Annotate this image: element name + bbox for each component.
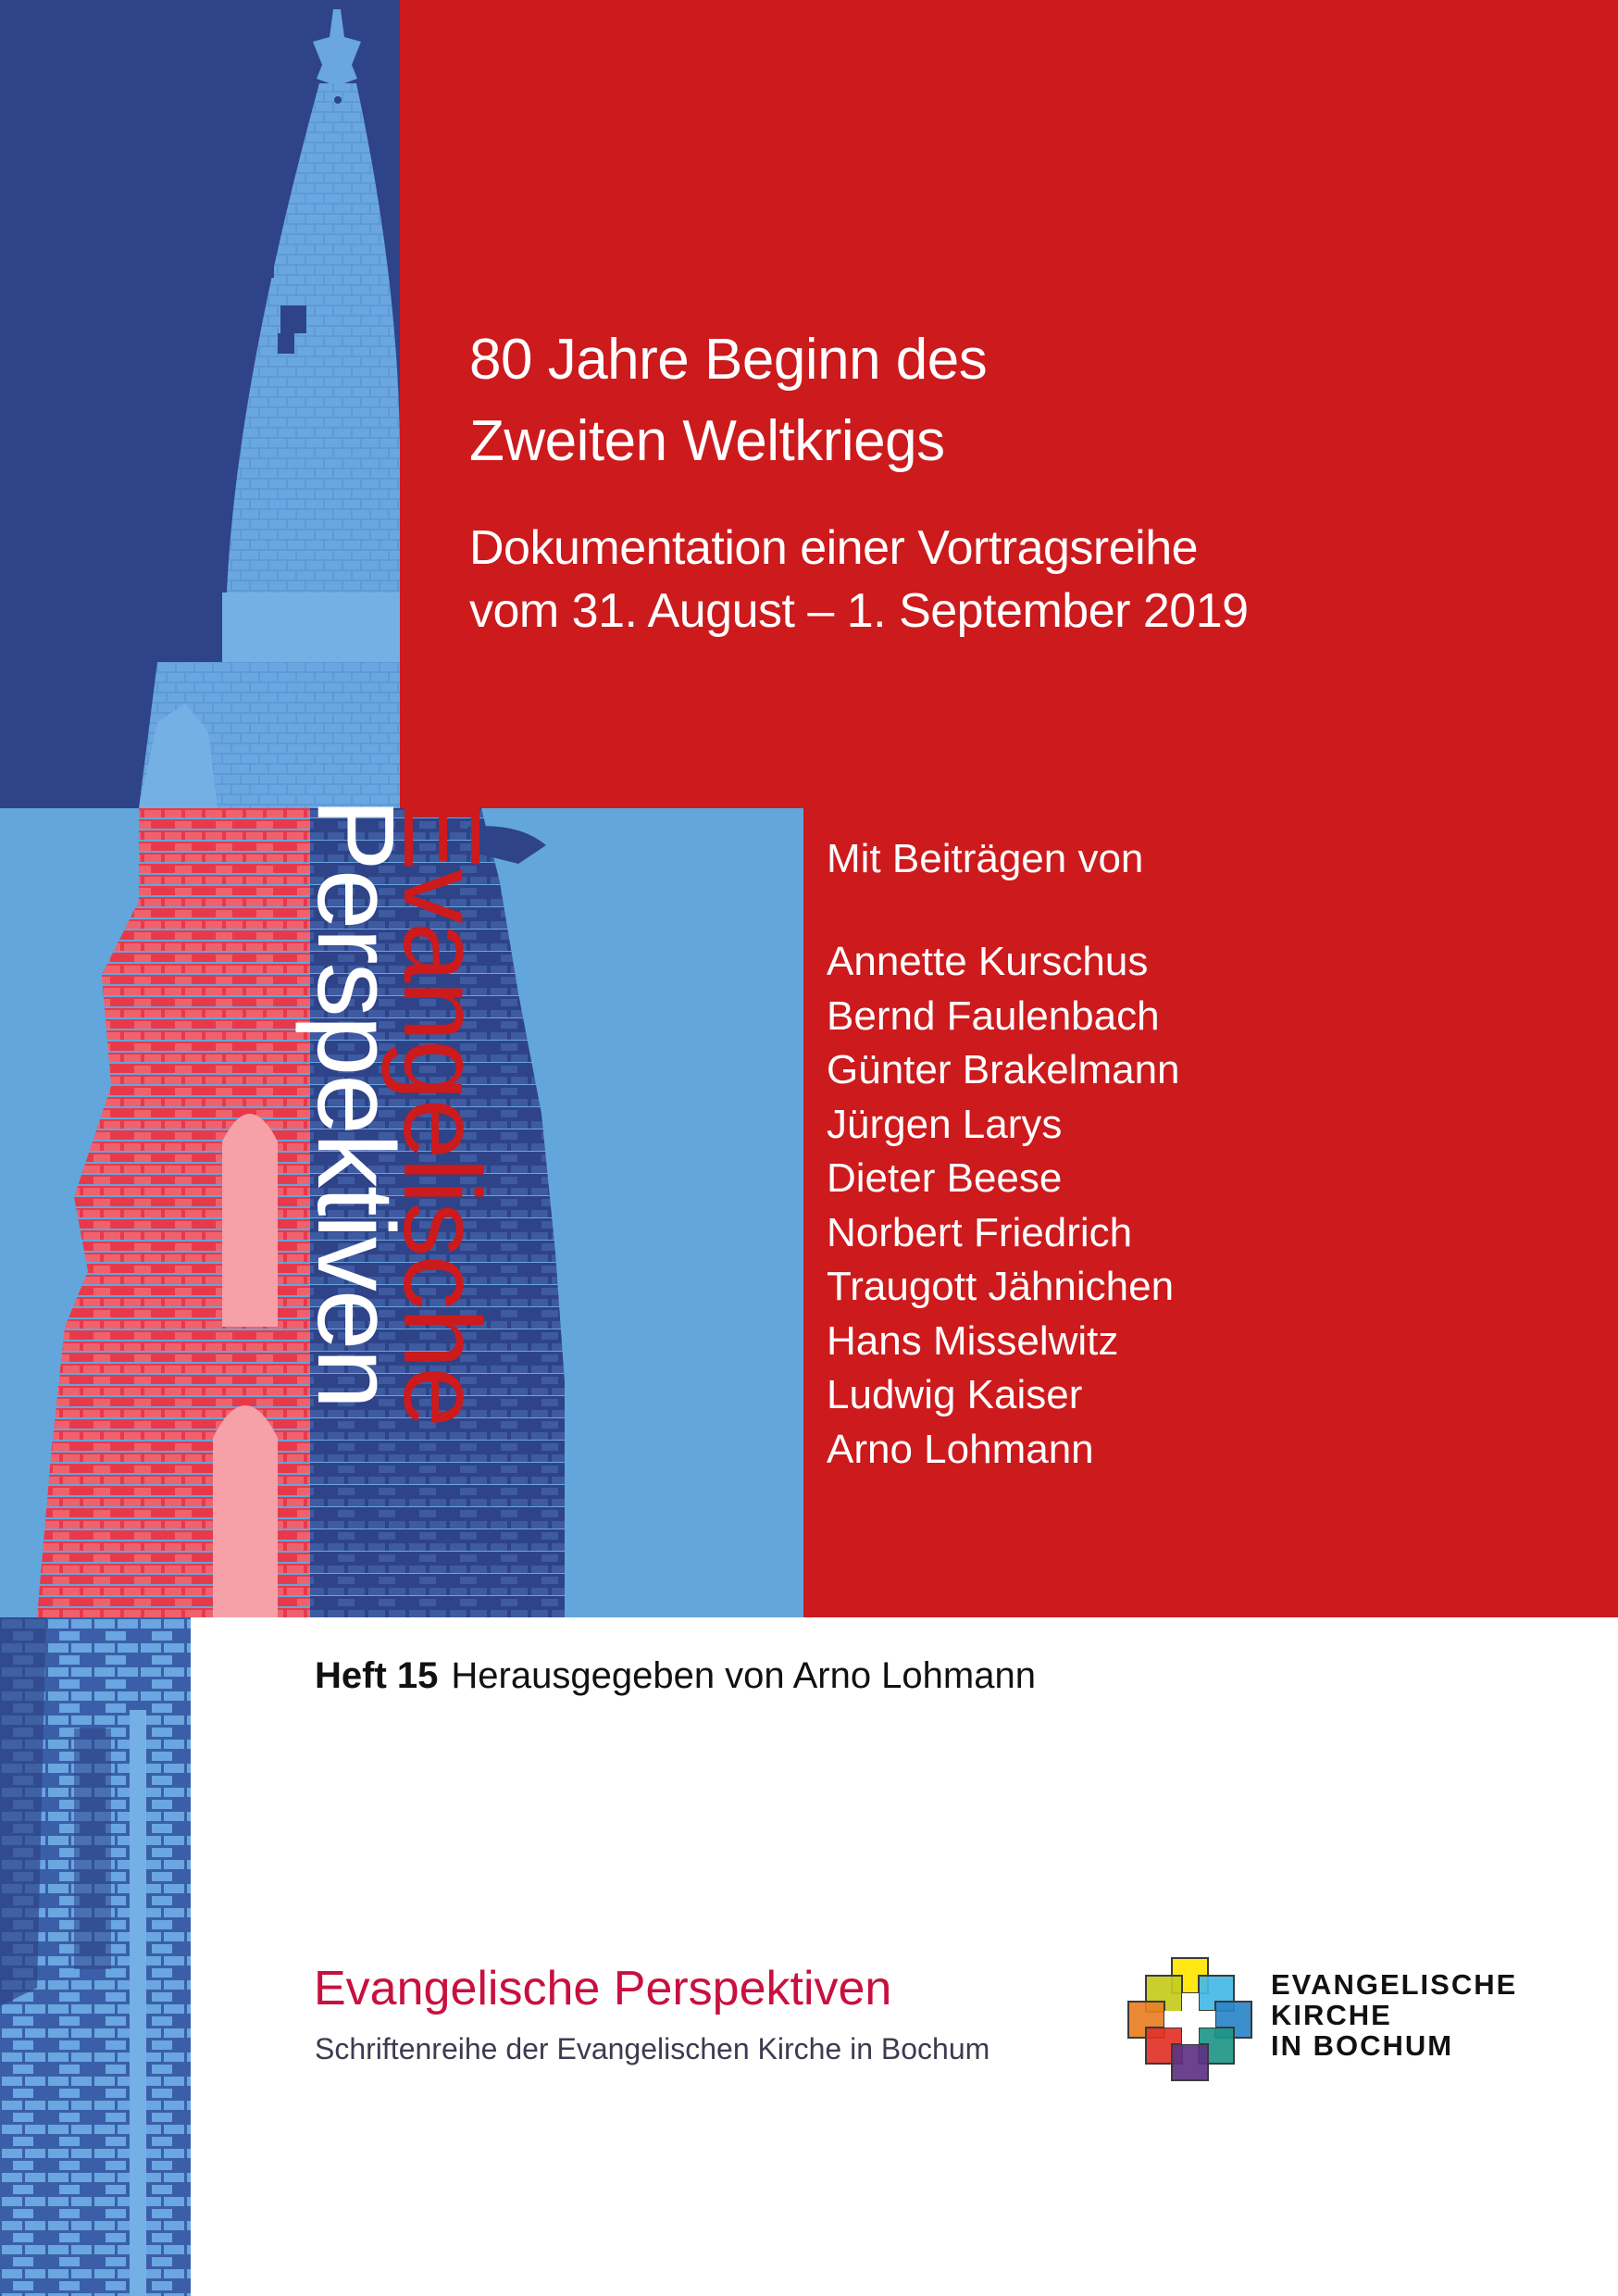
publisher-logo-text <box>1271 1969 1517 2061</box>
contributor-name: Norbert Friedrich <box>827 1209 1133 1255</box>
issue-number: Heft 15 <box>315 1655 439 1696</box>
contributor-name: Dieter Beese <box>827 1155 1063 1201</box>
title-line-1: 80 Jahre Beginn des <box>469 328 988 392</box>
vertical-series-word-evangelische: Evangelische <box>380 798 503 1426</box>
church-wall-photo-strip <box>0 1617 191 2296</box>
book-title <box>469 319 987 482</box>
contributors-list <box>827 935 1180 1477</box>
contributor-name: Jürgen Larys <box>827 1101 1063 1147</box>
logo-line-1: EVANGELISCHE <box>1271 1968 1518 2001</box>
issue-editor-line <box>315 1653 1036 1698</box>
colored-squares-cross-icon <box>1125 1953 1259 2088</box>
series-title: Evangelische Perspektiven <box>314 1962 892 2015</box>
logo-line-2: KIRCHE <box>1271 1999 1392 2031</box>
contributor-name: Günter Brakelmann <box>827 1047 1180 1092</box>
contributor-name: Annette Kurschus <box>827 939 1149 984</box>
contributor-name: Ludwig Kaiser <box>827 1372 1083 1417</box>
book-subtitle <box>469 517 1249 643</box>
logo-line-3: IN BOCHUM <box>1271 2029 1454 2062</box>
editor-credit: Herausgegeben von Arno Lohmann <box>451 1655 1036 1696</box>
brick-wall-illustration <box>0 1617 191 2296</box>
series-subtitle: Schriftenreihe der Evangelischen Kirche in Bochum <box>315 2032 990 2065</box>
church-spire-photo-top <box>0 0 400 808</box>
contributors-heading: Mit Beiträgen von <box>827 836 1144 881</box>
contributor-name: Arno Lohmann <box>827 1426 1094 1472</box>
church-spire-illustration <box>0 0 400 808</box>
title-line-2: Zweiten Weltkriegs <box>469 409 945 473</box>
subtitle-line-1: Dokumentation einer Vortragsreihe <box>469 521 1199 575</box>
contributor-name: Bernd Faulenbach <box>827 992 1160 1039</box>
contributor-name: Traugott Jähnichen <box>827 1264 1175 1309</box>
contributor-name: Hans Misselwitz <box>827 1317 1119 1364</box>
subtitle-line-2: vom 31. August – 1. September 2019 <box>469 584 1249 638</box>
vertical-series-word-perspektiven: Perspektiven <box>294 798 417 1408</box>
